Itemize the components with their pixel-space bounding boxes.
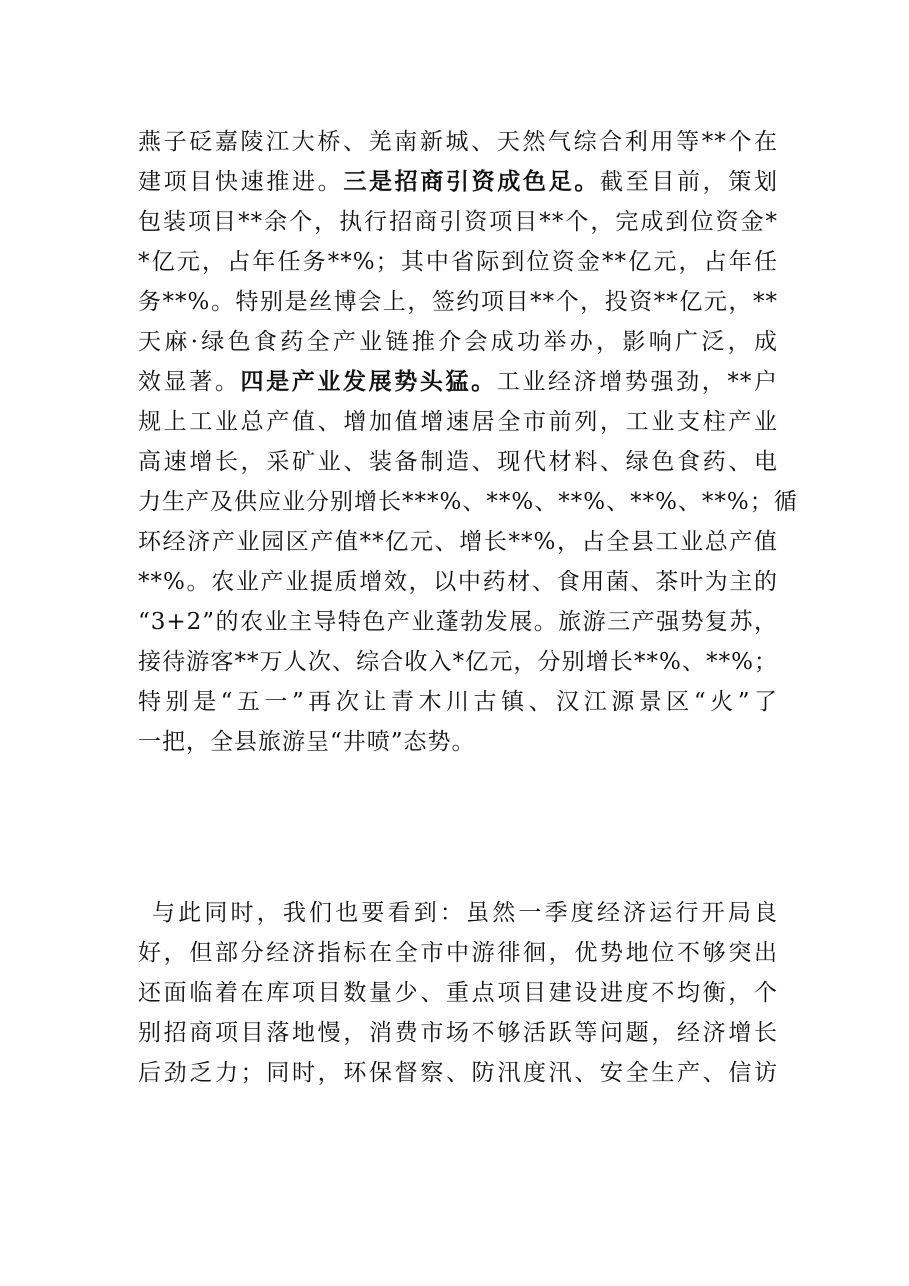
text-run: 规上工业总产值、增加值增速居全市前列，工业支柱产业 [138,409,778,435]
text-run: 包装项目**余个，执行招商引资项目**个，完成到位资金* [138,209,778,235]
text-run: 接待游客**万人次、综合收入*亿元，分别增长**%、**%； [138,649,778,675]
text-line [138,402,778,442]
bold-heading-phrase: 四是产业发展势头猛。 [240,368,497,395]
paragraph-economic-highlights [138,122,798,762]
text-run: *亿元，占年任务**%；其中省际到位资金**亿元，占年任 [138,249,778,275]
text-run: 力生产及供应业分别增长***%、**%、**%、**%、**%；循 [138,489,798,515]
text-run: 务**%。特别是丝博会上，签约项目**个，投资**亿元，** [138,289,778,315]
text-line [138,362,778,402]
text-run: 效显著。 [138,369,241,395]
text-line [138,322,778,362]
text-run: 工业经济增势强劲，**户 [496,369,778,395]
text-run: 别招商项目落地慢，消费市场不够活跃等问题，经济增长 [138,1020,778,1046]
text-run: **%。农业产业提质增效，以中药材、食用菌、茶叶为主的 [138,569,778,595]
text-run: 好，但部分经济指标在全市中游徘徊，优势地位不够突出 [138,940,778,966]
text-run: 后劲乏力；同时，环保督察、防汛度汛、安全生产、信访 [138,1060,778,1086]
paragraph-existing-problems [138,893,778,1093]
text-line [138,1053,778,1093]
text-line [138,242,778,282]
text-line [138,722,778,762]
bold-heading-phrase: 三是招商引资成色足。 [343,168,601,195]
text-line [138,562,778,602]
text-run: 特别是“五一”再次让青木川古镇、汉江源景区“火”了 [138,689,778,715]
text-line [138,522,778,562]
text-line [138,482,798,522]
text-line [138,682,778,722]
text-line [138,602,778,642]
text-run: 还面临着在库项目数量少、重点项目建设进度不均衡，个 [138,980,778,1006]
text-run: 一把，全县旅游呈“井喷”态势。 [138,729,476,755]
text-line [138,973,778,1013]
text-run: 与此同时，我们也要看到：虽然一季度经济运行开局良 [152,900,778,926]
text-line [138,162,778,202]
text-run: 截至目前，策划 [600,169,779,195]
text-line [138,282,778,322]
text-line [138,122,778,162]
text-line [138,642,778,682]
text-line [138,442,778,482]
text-run: 环经济产业园区产值**亿元、增长**%，占全县工业总产值 [138,529,778,555]
text-line [138,1013,778,1053]
text-run: 高速增长，采矿业、装备制造、现代材料、绿色食药、电 [138,449,778,475]
text-run: “3+2”的农业主导特色产业蓬勃发展。旅游三产强势复苏， [138,609,778,635]
text-line [138,202,778,242]
text-run: 天麻·绿色食药全产业链推介会成功举办，影响广泛，成 [138,329,778,355]
text-line [138,893,778,933]
text-run: 燕子砭嘉陵江大桥、羌南新城、天然气综合利用等**个在 [138,129,778,155]
text-line [138,933,778,973]
text-run: 建项目快速推进。 [138,169,344,195]
